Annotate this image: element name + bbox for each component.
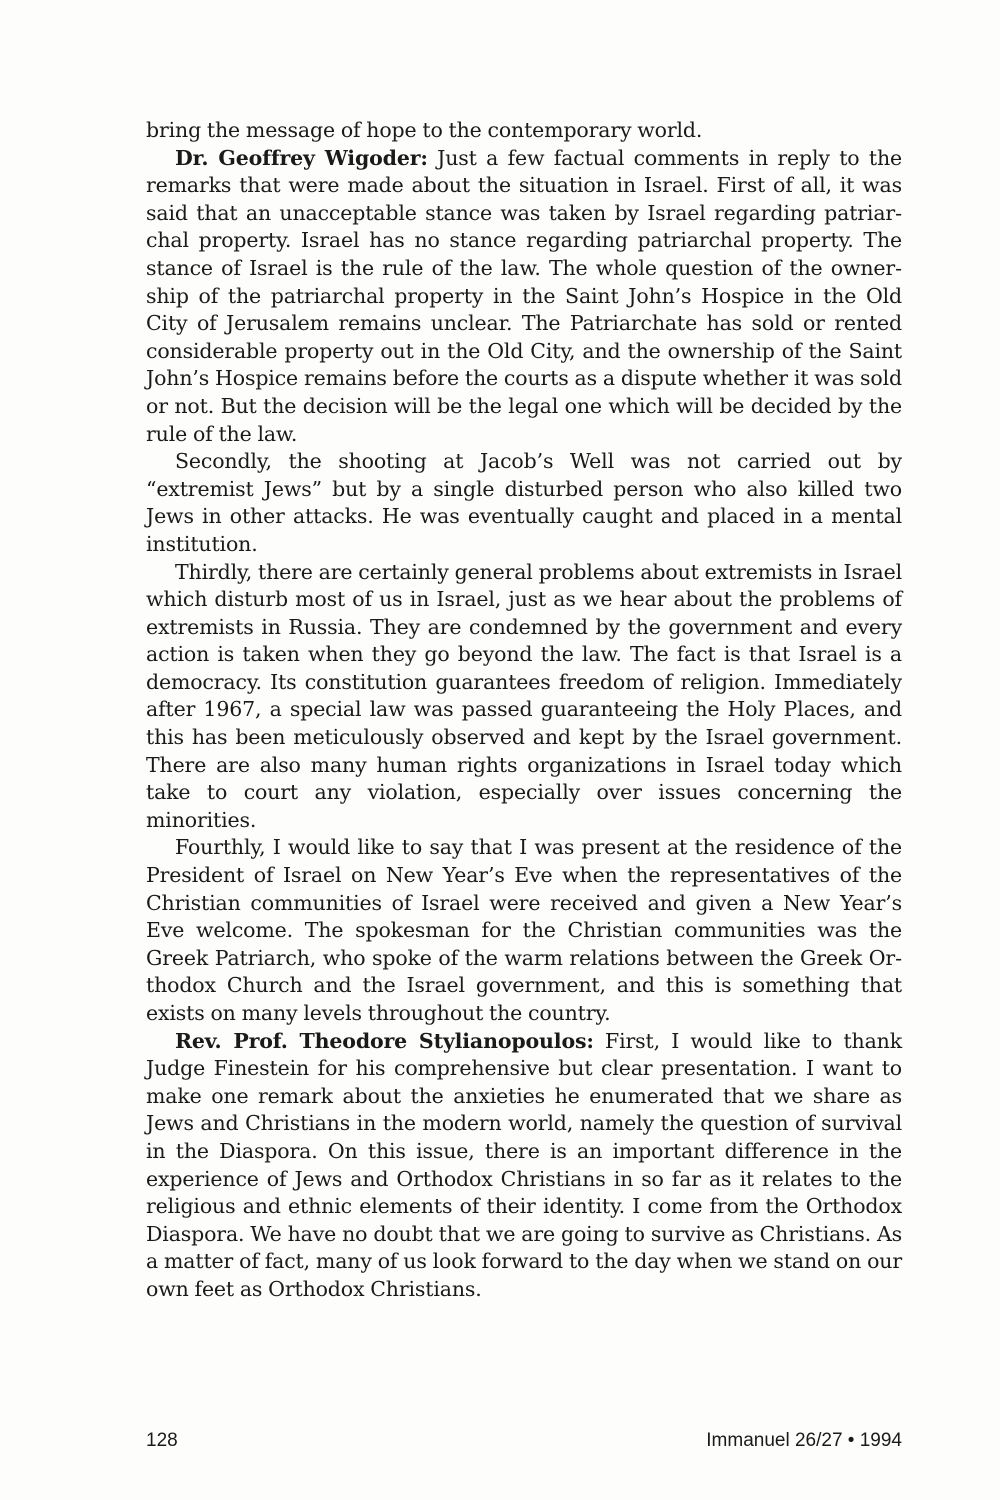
paragraph-text: Secondly, the shooting at Jacob’s Well was not carried out by “extremist Jews” but by a single disturbed person who also killed two Jews in other attacks. He was eventually caught and placed in a mental institution. (146, 449, 902, 556)
paragraph-stylianopoulos (146, 1028, 902, 1304)
paragraph-text: Fourthly, I would like to say that I was present at the residence of the President of Israel on New Year’s Eve when the representatives of the Christian communities of Israel were received and given a New Year’s Eve welcome. The spokesman for the Christian communities was the Greek Patriarch, who spoke of the warm relations between the Greek Orthodox Church and the Israel government, and this is something that exists on many levels throughout the country. (146, 835, 902, 1025)
journal-reference: Immanuel 26/27 • 1994 (706, 1430, 902, 1451)
speaker-name: Dr. Geoffrey Wigoder: (175, 145, 428, 170)
body-text (146, 117, 902, 1304)
paragraph-text: First, I would like to thank Judge Finestein for his comprehensive but clear presentation. I want to make one remark about the anxieties he enumerated that we share as Jews and Christians in the modern world, namely the question of survival in the Diaspora. On this issue, there is an important difference in the experience of Jews and Orthodox Christians in so far as it relates to the religious and ethnic elements of their identity. I come from the Orthodox Diaspora. We have no doubt that we are going to survive as Christians. As a matter of fact, many of us look forward to the day when we stand on our own feet as Orthodox Christians. (146, 1028, 902, 1301)
paragraph-thirdly (146, 559, 902, 835)
page-number: 128 (146, 1430, 178, 1451)
paragraph-text: Thirdly, there are certainly general problems about extremists in Israel which disturb most of us in Israel, just as we hear about the problems of extremists in Russia. They are condemned by the government and every action is taken when they go beyond the law. The fact is that Israel is a democracy. Its constitution guarantees freedom of religion. Immediately after 1967, a special law was passed guaranteeing the Holy Places, and this has been meticulously observed and kept by the Israel government. There are also many human rights organizations in Israel today which take to court any violation, especially over issues concerning the minorities. (146, 559, 902, 832)
paragraph-text: bring the message of hope to the contemporary world. (146, 118, 703, 142)
paragraph-fourthly (146, 834, 902, 1027)
paragraph-secondly (146, 448, 902, 558)
paragraph-wigoder-intro (146, 145, 902, 449)
paragraph-continuation (146, 117, 902, 145)
speaker-name: Rev. Prof. Theodore Stylianopoulos: (175, 1028, 594, 1053)
paragraph-text: Just a few factual comments in reply to the remarks that were made about the situation in Israel. First of all, it was said that an unacceptable stance was taken by Israel regarding patriarchal property. Israel has no stance regarding patriarchal property. The stance of Israel is the rule of the law. The whole question of the ownership of the patriarchal property in the Saint John’s Hospice in the Old City of Jerusalem remains unclear. The Patriarchate has sold or rented considerable property out in the Old City, and the ownership of the Saint John’s Hospice remains before the courts as a dispute whether it was sold or not. But the decision will be the legal one which will be decided by the rule of the law. (146, 145, 902, 446)
